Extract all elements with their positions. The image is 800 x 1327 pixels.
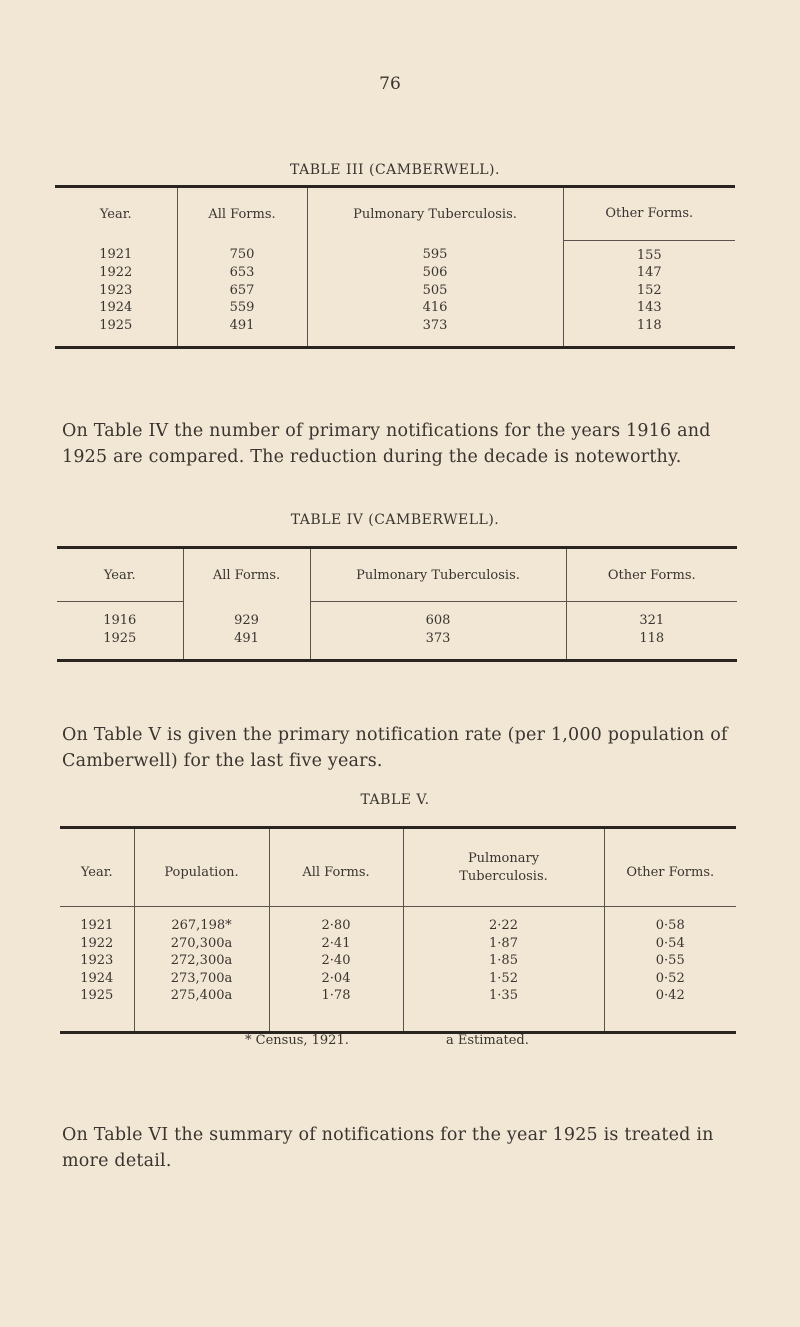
table-5-cell: 267,198* bbox=[134, 907, 269, 935]
table-4-caption: TABLE IV (CAMBERWELL). bbox=[290, 512, 500, 528]
table-4-cell: 608 bbox=[310, 602, 566, 630]
table-4-cell: 321 bbox=[566, 602, 737, 630]
table-5-cell: 0·55 bbox=[604, 952, 736, 970]
table-5-cell: 1922 bbox=[80, 935, 114, 951]
table-4-cell: 491 bbox=[183, 630, 310, 648]
table-3-cell: 416 bbox=[307, 299, 563, 317]
footnote-census: * Census, 1921. bbox=[245, 1033, 349, 1048]
table-3-cell: 1924 bbox=[99, 300, 133, 315]
table-5-header-pulmonary: Pulmonary Tuberculosis. bbox=[403, 828, 604, 907]
table-3-cell: 147 bbox=[563, 264, 735, 282]
table-row bbox=[60, 935, 736, 953]
table-4-cell: 1925 bbox=[103, 630, 137, 646]
table-row bbox=[55, 282, 735, 300]
table-3-cell: 155 bbox=[563, 240, 735, 264]
table-4-header-year: Year. bbox=[57, 548, 183, 602]
table-row bbox=[60, 987, 736, 1005]
table-5-cell: 272,300a bbox=[134, 952, 269, 970]
table-3-cell: 506 bbox=[307, 264, 563, 282]
paragraph-2: On Table V is given the primary notification rate (per 1,000 population of Camberwell) for the last five years. bbox=[62, 725, 728, 771]
table-5-cell: 0·58 bbox=[604, 907, 736, 935]
table-5-cell: 0·42 bbox=[604, 987, 736, 1005]
table-5-cell: 1921 bbox=[80, 918, 114, 933]
table-5 bbox=[60, 826, 736, 1034]
table-row bbox=[57, 630, 737, 648]
table-row bbox=[57, 602, 737, 630]
table-5-cell: 270,300a bbox=[134, 935, 269, 953]
table-5-cell: 1925 bbox=[80, 988, 114, 1003]
table-3-cell: 1921 bbox=[99, 247, 133, 263]
table-4 bbox=[57, 546, 737, 662]
table-row bbox=[60, 970, 736, 988]
table-3-cell: 143 bbox=[563, 299, 735, 317]
table-5-cell: 1·52 bbox=[403, 970, 604, 988]
table-5-cell: 2·40 bbox=[269, 952, 403, 970]
table-row bbox=[55, 299, 735, 317]
table-5-cell: 1923 bbox=[80, 953, 114, 968]
table-5-cell: 2·80 bbox=[269, 907, 403, 935]
table-4-cell: 373 bbox=[310, 630, 566, 648]
table-4-cell: 118 bbox=[566, 630, 737, 648]
table-row bbox=[60, 952, 736, 970]
table-3-cell: 1922 bbox=[99, 265, 133, 280]
table-row bbox=[55, 317, 735, 335]
table-5-cell: 1·35 bbox=[403, 987, 604, 1005]
table-row bbox=[55, 240, 735, 264]
table-3-cell: 657 bbox=[177, 282, 307, 300]
table-5-header-population: Population. bbox=[134, 828, 269, 907]
table-3-cell: 653 bbox=[177, 264, 307, 282]
table-3-cell: 750 bbox=[177, 240, 307, 264]
table-3-cell: 595 bbox=[307, 240, 563, 264]
table-3-header-other-forms: Other Forms. bbox=[563, 187, 735, 241]
table-5-cell: 275,400a bbox=[134, 987, 269, 1005]
table-5-caption: TABLE V. bbox=[360, 792, 430, 808]
table-5-header-year: Year. bbox=[60, 828, 134, 907]
table-5-cell: 0·54 bbox=[604, 935, 736, 953]
table-5-cell: 1·87 bbox=[403, 935, 604, 953]
table-5-cell: 2·41 bbox=[269, 935, 403, 953]
table-3-header-year: Year. bbox=[99, 206, 132, 222]
table-3-cell: 152 bbox=[563, 282, 735, 300]
table-5-cell: 2·04 bbox=[269, 970, 403, 988]
table-4-header-all-forms: All Forms. bbox=[183, 548, 310, 602]
table-5-cell: 1924 bbox=[80, 970, 114, 986]
page-number: 76 bbox=[379, 74, 401, 94]
table-3-header-pulmonary: Pulmonary Tuberculosis. bbox=[307, 187, 563, 241]
table-row bbox=[60, 907, 736, 935]
table-5-cell: 2·22 bbox=[403, 907, 604, 935]
table-3-cell: 1925 bbox=[99, 317, 133, 333]
table-5-cell: 1·78 bbox=[269, 987, 403, 1005]
table-4-cell: 1916 bbox=[103, 613, 137, 628]
paragraph-3: On Table VI the summary of notifications for the year 1925 is treated in more detail. bbox=[62, 1125, 714, 1171]
table-3 bbox=[55, 185, 735, 349]
table-5-cell: 0·52 bbox=[604, 970, 736, 988]
table-3-cell: 505 bbox=[307, 282, 563, 300]
table-3-cell: 118 bbox=[563, 317, 735, 335]
table-5-cell: 273,700a bbox=[134, 970, 269, 988]
footnote-estimated: a Estimated. bbox=[446, 1033, 529, 1048]
table-3-caption: TABLE III (CAMBERWELL). bbox=[290, 162, 500, 178]
table-5-header-other-forms: Other Forms. bbox=[604, 828, 736, 907]
table-3-cell: 1923 bbox=[99, 282, 133, 298]
table-4-header-other-forms: Other Forms. bbox=[566, 548, 737, 602]
table-3-cell: 491 bbox=[177, 317, 307, 335]
table-3-cell: 373 bbox=[307, 317, 563, 335]
table-5-cell: 1·85 bbox=[403, 952, 604, 970]
paragraph-1: On Table IV the number of primary notifications for the years 1916 and 1925 are compared. The reduction during the decade is noteworthy. bbox=[62, 421, 711, 467]
table-3-cell: 559 bbox=[177, 299, 307, 317]
table-3-header-all-forms: All Forms. bbox=[177, 187, 307, 241]
table-4-header-pulmonary: Pulmonary Tuberculosis. bbox=[310, 548, 566, 602]
table-4-cell: 929 bbox=[183, 602, 310, 630]
table-5-header-all-forms: All Forms. bbox=[269, 828, 403, 907]
table-row bbox=[55, 264, 735, 282]
